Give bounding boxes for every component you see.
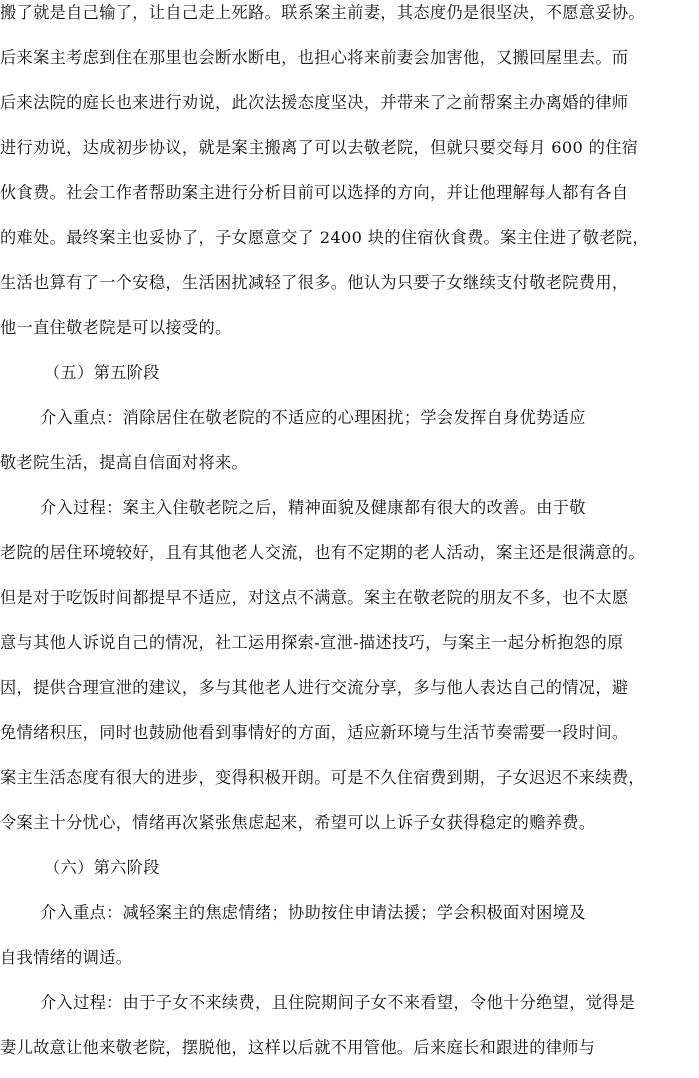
paragraph-line: 伙食费。社会工作者帮助案主进行分析目前可以选择的方向，并让他理解每人都有各自 [0,183,629,202]
section-heading: （六）第六阶段 [44,858,160,877]
paragraph-line: 老院的居住环境较好，且有其他老人交流，也有不定期的老人活动，案主还是很满意的。 [0,543,645,562]
paragraph-line: 后来法院的庭长也来进行劝说，此次法援态度坚决，并带来了之前帮案主办离婚的律师 [0,93,629,112]
paragraph-line: 案主生活态度有很大的进步，变得积极开朗。可是不久住宿费到期，子女迟迟不来续费， [0,768,645,787]
paragraph-line: 进行劝说，达成初步协议，就是案主搬离了可以去敬老院，但就只要交每月 600 的住宿 [0,138,639,157]
paragraph-line: 介入过程：由于子女不来续费，且住院期间子女不来看望，令他十分绝望，觉得是 [40,993,636,1012]
paragraph-line: 意与其他人诉说自己的情况，社工运用探索-宣泄-描述技巧，与案主一起分析抱怨的原 [0,633,624,652]
paragraph-line: 生活也算有了一个安稳，生活困扰减轻了很多。他认为只要子女继续支付敬老院费用， [0,273,629,292]
paragraph-line: 令案主十分忧心，情绪再次紧张焦虑起来，希望可以上诉子女获得稳定的赡养费。 [0,813,596,832]
paragraph-line: 的难处。最终案主也妥协了，子女愿意交了 2400 块的住宿伙食费。案主住进了敬老院， [0,228,649,247]
paragraph-line: 他一直住敬老院是可以接受的。 [0,318,232,337]
paragraph-line: 免情绪积压，同时也鼓励他看到事情好的方面，适应新环境与生活节奏需要一段时间。 [0,723,629,742]
section-heading: （五）第五阶段 [44,363,160,382]
paragraph-line: 自我情绪的调适。 [0,948,133,967]
paragraph-line: 妻儿故意让他来敬老院，摆脱他，这样以后就不用管他。后来庭长和跟进的律师与 [0,1038,596,1057]
paragraph-line: 因，提供合理宣泄的建议，多与其他老人进行交流分享，多与他人表达自己的情况，避 [0,678,629,697]
paragraph-line: 介入重点：消除居住在敬老院的不适应的心理困扰；学会发挥自身优势适应 [40,408,586,427]
paragraph-line: 敬老院生活，提高自信面对将来。 [0,453,249,472]
paragraph-line: 搬了就是自己输了，让自己走上死路。联系案主前妻，其态度仍是很坚决，不愿意妥协。 [0,3,645,22]
paragraph-line: 但是对于吃饭时间都提早不适应，对这点不满意。案主在敬老院的朋友不多，也不太愿 [0,588,629,607]
paragraph-line: 后来案主考虑到住在那里也会断水断电，也担心将来前妻会加害他，又搬回屋里去。而 [0,48,629,67]
paragraph-line: 介入过程：案主入住敬老院之后，精神面貌及健康都有很大的改善。由于敬 [40,498,586,517]
paragraph-line: 介入重点：减轻案主的焦虑情绪；协助按住申请法援；学会积极面对困境及 [40,903,586,922]
